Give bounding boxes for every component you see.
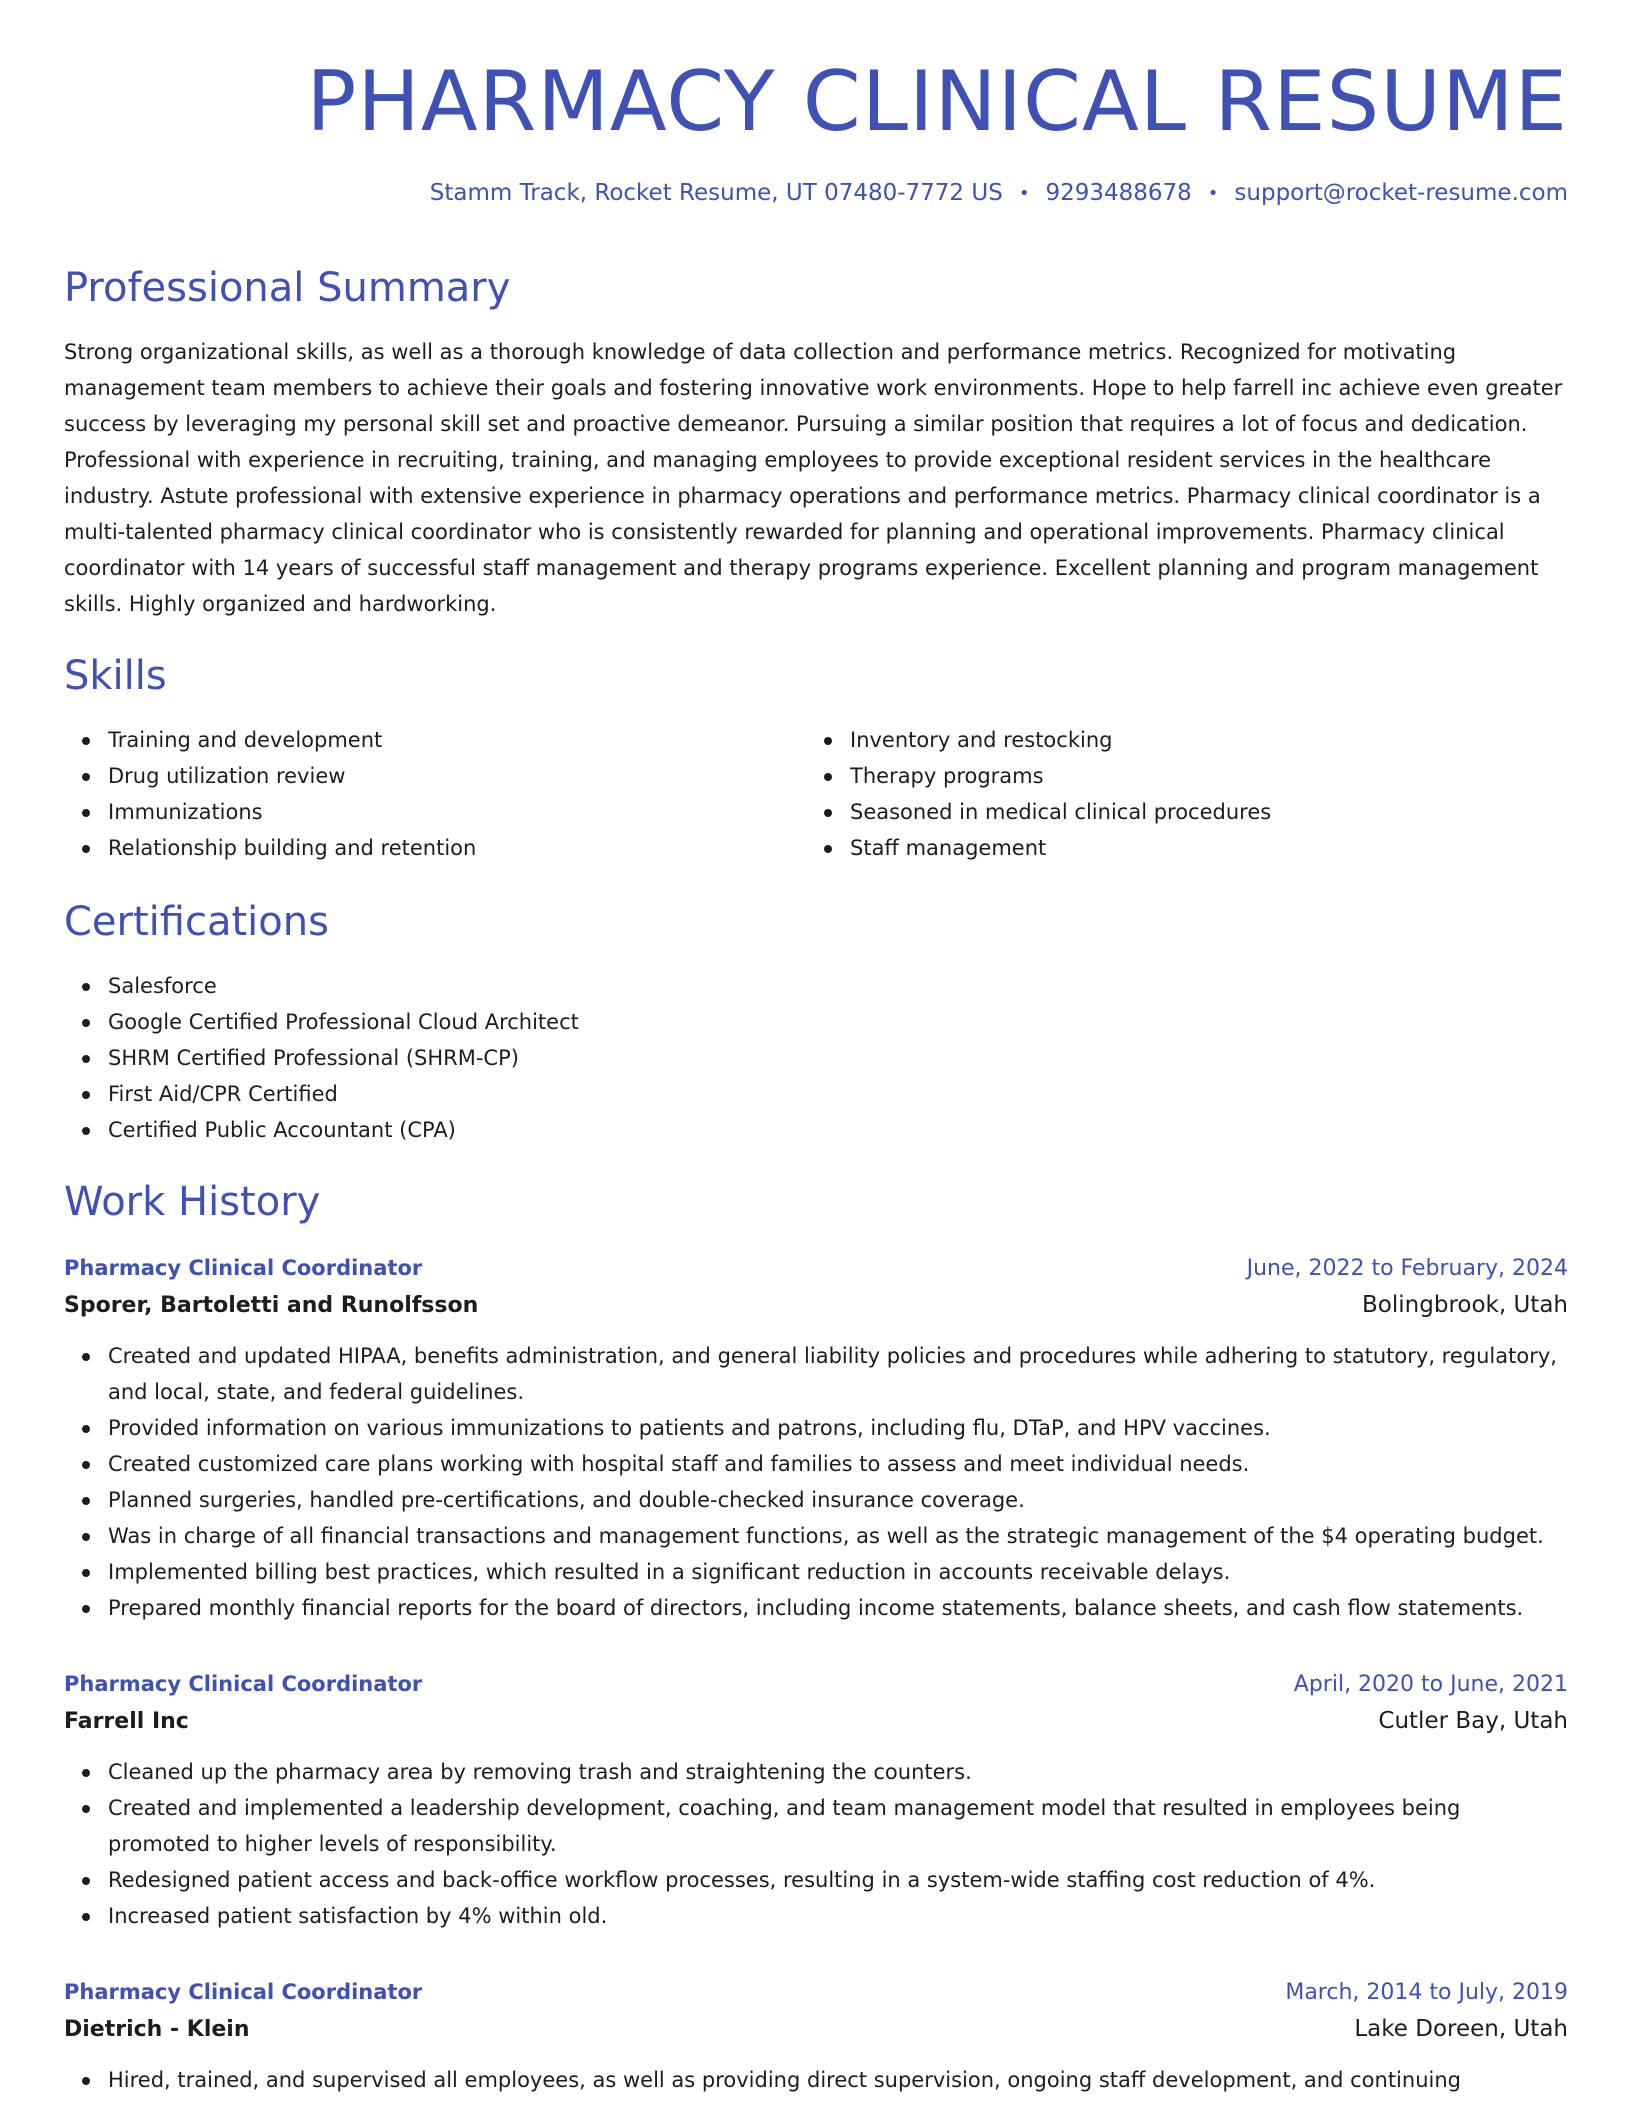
job-company: Dietrich - Klein (64, 2017, 250, 2042)
job-dates: March, 2014 to July, 2019 (1285, 1980, 1568, 2005)
skill-item: Seasoned in medical clinical procedures (806, 794, 1548, 830)
job-dates: June, 2022 to February, 2024 (1246, 1256, 1568, 1281)
job-bullet: Implemented billing best practices, which resulted in a significant reduction in accounts receivable delays. (64, 1554, 1568, 1590)
skill-item: Staff management (806, 830, 1548, 866)
contact-separator: • (1018, 182, 1030, 204)
job-bullets (64, 1338, 1568, 1626)
skills-heading: Skills (64, 653, 167, 699)
certifications-heading: Certifications (64, 899, 329, 945)
certification-item: Salesforce (64, 968, 1568, 1004)
job-dates: April, 2020 to June, 2021 (1293, 1672, 1568, 1697)
job-entry (64, 1250, 1568, 1626)
resume-name: PHARMACY CLINICAL RESUME (306, 53, 1568, 150)
job-bullet: Was in charge of all financial transactions and management functions, as well as the strategic management of the $4 operating budget. (64, 1518, 1568, 1554)
contact-separator: • (1207, 182, 1219, 204)
job-entry (64, 1666, 1568, 1934)
job-bullet: Planned surgeries, handled pre-certifications, and double-checked insurance coverage. (64, 1482, 1568, 1518)
skills-column-right (806, 722, 1548, 866)
job-bullet: Created and updated HIPAA, benefits administration, and general liability policies and procedures while adhering to statutory, regulatory, and local, state, and federal guidelines. (64, 1338, 1568, 1410)
job-title: Pharmacy Clinical Coordinator (64, 1672, 423, 1696)
job-bullet: Increased patient satisfaction by 4% within old. (64, 1898, 1568, 1934)
contact-email[interactable]: support@rocket-resume.com (1234, 180, 1568, 206)
contact-address: Stamm Track, Rocket Resume, UT 07480-7772 US (429, 180, 1003, 206)
certification-item: SHRM Certified Professional (SHRM-CP) (64, 1040, 1568, 1076)
job-title: Pharmacy Clinical Coordinator (64, 1980, 423, 2004)
job-bullet: Hired, trained, and supervised all employees, as well as providing direct supervision, ongoing staff development, and continuing (64, 2062, 1568, 2098)
skill-item: Inventory and restocking (806, 722, 1548, 758)
job-bullet: Created customized care plans working with hospital staff and families to assess and meet individual needs. (64, 1446, 1568, 1482)
skill-item: Training and development (64, 722, 806, 758)
job-title: Pharmacy Clinical Coordinator (64, 1256, 423, 1280)
job-bullet: Cleaned up the pharmacy area by removing trash and straightening the counters. (64, 1754, 1568, 1790)
skill-item: Therapy programs (806, 758, 1548, 794)
certification-item: Google Certified Professional Cloud Architect (64, 1004, 1568, 1040)
job-company: Sporer, Bartoletti and Runolfsson (64, 1293, 479, 1318)
job-entry (64, 1974, 1568, 2098)
job-company: Farrell Inc (64, 1709, 189, 1734)
job-bullet: Provided information on various immunizations to patients and patrons, including flu, DTaP, and HPV vaccines. (64, 1410, 1568, 1446)
skill-item: Relationship building and retention (64, 830, 806, 866)
skill-item: Immunizations (64, 794, 806, 830)
skills-column-left (64, 722, 806, 866)
job-bullets (64, 2062, 1568, 2098)
job-bullet: Redesigned patient access and back-office workflow processes, resulting in a system-wide staffing cost reduction of 4%. (64, 1862, 1568, 1898)
resume-header (64, 0, 1568, 211)
job-bullet: Created and implemented a leadership development, coaching, and team management model that resulted in employees being promoted to higher levels of responsibility. (64, 1790, 1568, 1862)
contact-phone[interactable]: 9293488678 (1045, 180, 1192, 206)
contact-line (64, 176, 1568, 211)
summary-text: Strong organizational skills, as well as a thorough knowledge of data collection and performance metrics. Recognized for motivating management team members to achieve their goals and fostering innovative work environments. Hope to help farrell inc achieve even greater success by leveraging my personal skill set and proactive demeanor. Pursuing a similar position that requires a lot of focus and dedication. Professional with experience in recruiting, training, and managing employees to provide exceptional resident services in the healthcare industry. Astute professional with extensive experience in pharmacy operations and performance metrics. Pharmacy clinical coordinator is a multi-talented pharmacy clinical coordinator who is consistently rewarded for planning and operational improvements. Pharmacy clinical coordinator with 14 years of successful staff management and therapy programs experience. Excellent planning and program management skills. Highly organized and hardworking. (64, 340, 1563, 616)
summary-heading: Professional Summary (64, 265, 511, 311)
skills-list (64, 722, 1568, 866)
certification-item: Certified Public Accountant (CPA) (64, 1112, 1568, 1148)
job-location: Cutler Bay, Utah (1378, 1708, 1568, 1734)
resume-page (64, 0, 1568, 2092)
job-bullet: Prepared monthly financial reports for the board of directors, including income statements, balance sheets, and cash flow statements. (64, 1590, 1568, 1626)
job-bullets (64, 1754, 1568, 1934)
certification-item: First Aid/CPR Certified (64, 1076, 1568, 1112)
job-location: Bolingbrook, Utah (1362, 1292, 1568, 1318)
work-history-heading: Work History (64, 1179, 321, 1225)
job-location: Lake Doreen, Utah (1354, 2016, 1568, 2042)
skill-item: Drug utilization review (64, 758, 806, 794)
certifications-list (64, 968, 1568, 1148)
